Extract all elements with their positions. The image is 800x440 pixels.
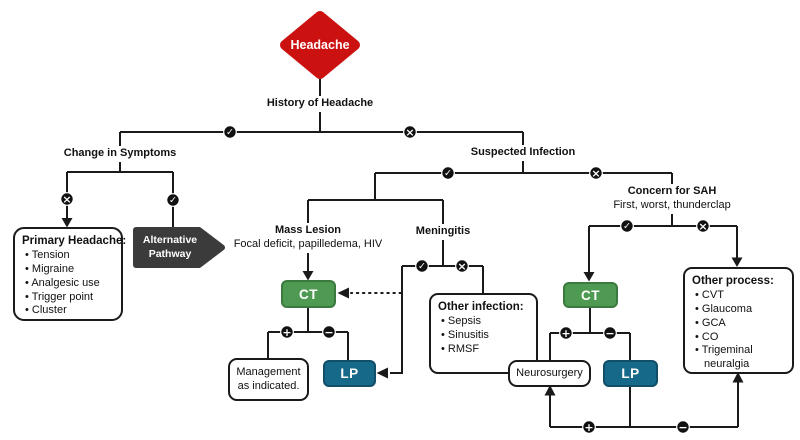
yes-check-icon xyxy=(416,260,429,273)
svg-text:✓: ✓ xyxy=(623,221,631,232)
lp-node: LP xyxy=(323,360,376,387)
list-item: • CVT xyxy=(695,289,785,303)
no-x-icon xyxy=(456,260,469,273)
other-process-list xyxy=(695,289,785,372)
svg-text:+: + xyxy=(584,421,594,434)
negative-result-icon xyxy=(604,327,617,340)
change-in-symptoms-label: Change in Symptoms xyxy=(50,146,190,162)
no-x-icon xyxy=(61,193,74,206)
other-infection-title: Other infection: xyxy=(438,301,524,313)
yes-check-icon xyxy=(442,167,455,180)
list-item: • Tension xyxy=(25,249,114,263)
list-item: • Sepsis xyxy=(441,315,529,329)
primary-headache-title: Primary Headache: xyxy=(22,235,127,247)
list-item: • RMSF xyxy=(441,343,529,357)
list-item: • Trigeminal neuralgia xyxy=(695,344,785,372)
svg-text:✓: ✓ xyxy=(444,168,452,179)
mass-lesion-subtitle: Focal deficit, papilledema, HIV xyxy=(233,237,383,250)
no-x-icon xyxy=(404,126,417,139)
meningitis-label: Meningitis xyxy=(395,224,491,240)
negative-result-icon xyxy=(323,326,336,339)
start-node-label: Headache xyxy=(290,38,350,52)
arrow-left-into-ct-icon xyxy=(338,288,350,299)
svg-text:✓: ✓ xyxy=(226,127,234,138)
other-process-title: Other process: xyxy=(692,275,774,287)
ct-node: CT xyxy=(563,282,618,308)
mass-lesion-label xyxy=(230,223,386,253)
lp-node: LP xyxy=(603,360,658,387)
list-item: • GCA xyxy=(695,317,785,331)
list-item: • CO xyxy=(695,331,785,345)
yes-check-icon xyxy=(224,126,237,139)
other-process-box xyxy=(683,267,794,374)
svg-text:−: − xyxy=(605,327,615,340)
alternative-pathway-label: Alternative Pathway xyxy=(142,234,198,260)
positive-result-icon xyxy=(560,327,573,340)
primary-headache-box xyxy=(13,227,127,321)
svg-text:+: + xyxy=(282,326,292,339)
neurosurgery-box: Neurosurgery xyxy=(508,360,591,387)
list-item: • Sinusitis xyxy=(441,329,529,343)
management-box: Management as indicated. xyxy=(228,358,309,401)
no-x-icon xyxy=(697,220,710,233)
svg-text:✓: ✓ xyxy=(418,261,426,272)
mass-lesion-title: Mass Lesion xyxy=(274,224,342,236)
arrow-down-other-process-icon xyxy=(732,258,743,268)
concern-sah-subtitle: First, worst, thunderclap xyxy=(613,198,731,211)
svg-text:×: × xyxy=(591,167,601,180)
yes-check-icon xyxy=(167,194,180,207)
list-item: • Migraine xyxy=(25,263,114,277)
list-item: • Glaucoma xyxy=(695,303,785,317)
list-item: • Cluster xyxy=(25,304,114,318)
svg-text:−: − xyxy=(678,421,688,434)
negative-result-icon xyxy=(677,421,690,434)
svg-text:−: − xyxy=(324,326,334,339)
svg-text:×: × xyxy=(62,193,72,206)
svg-text:×: × xyxy=(457,260,467,273)
positive-result-icon xyxy=(583,421,596,434)
concern-for-sah-label xyxy=(597,184,747,214)
list-item: • Analgesic use xyxy=(25,277,114,291)
edge-ct-mid-outcomes xyxy=(268,307,348,360)
arrow-down-ct-right-icon xyxy=(584,272,595,282)
arrow-left-into-lp-icon xyxy=(377,368,389,379)
primary-headache-list xyxy=(25,249,114,318)
positive-result-icon xyxy=(281,326,294,339)
list-item: • Trigger point xyxy=(25,291,114,305)
history-of-headache-label: History of Headache xyxy=(250,96,390,112)
svg-text:✓: ✓ xyxy=(169,195,177,206)
other-infection-list xyxy=(441,315,529,356)
no-x-icon xyxy=(590,167,603,180)
yes-check-icon xyxy=(621,220,634,233)
svg-text:+: + xyxy=(561,327,571,340)
concern-sah-title: Concern for SAH xyxy=(627,185,717,197)
ct-node: CT xyxy=(281,280,336,308)
svg-text:×: × xyxy=(698,220,708,233)
suspected-infection-label: Suspected Infection xyxy=(453,145,593,161)
svg-text:×: × xyxy=(405,126,415,139)
